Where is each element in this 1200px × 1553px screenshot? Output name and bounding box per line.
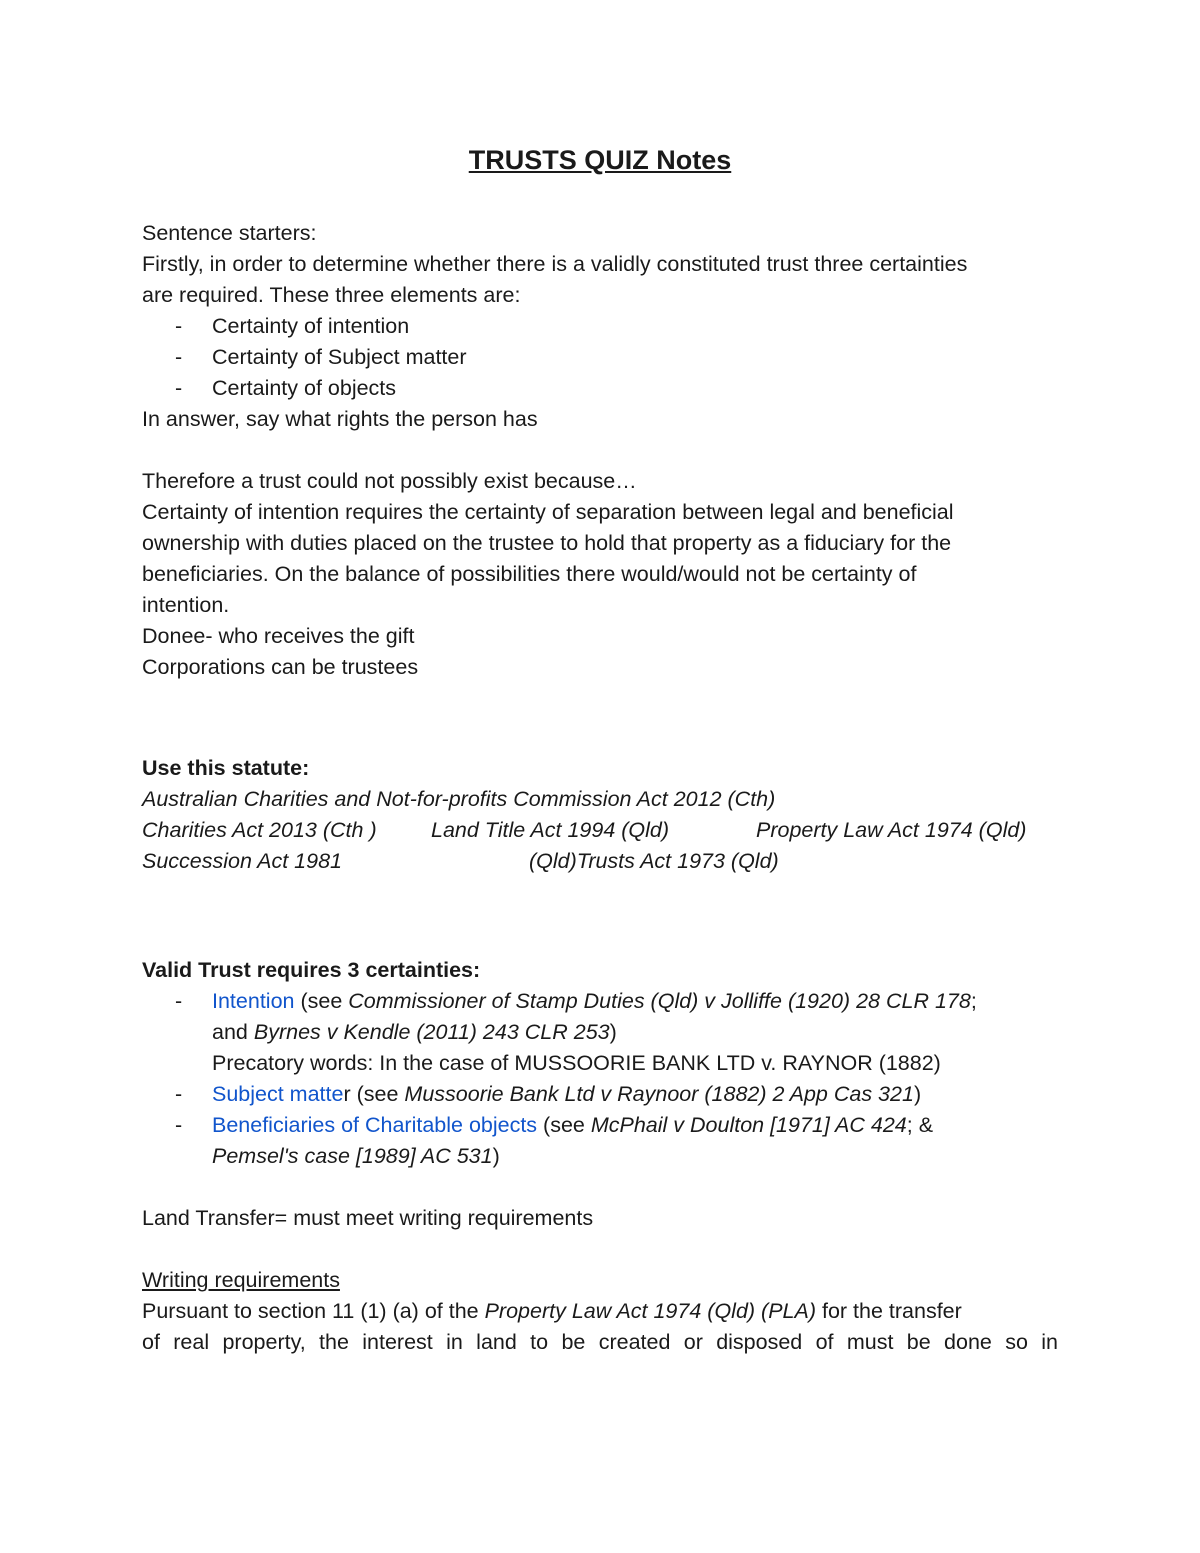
list-item (142, 311, 1072, 342)
donee-note: Donee- who receives the gift (142, 624, 415, 648)
statute-heading: Use this statute: (142, 756, 310, 780)
bullet-dash: - (175, 345, 183, 369)
statute-section (142, 753, 1072, 877)
statute-succession: Succession Act 1981 (142, 849, 342, 873)
writing-requirements-heading: Writing requirements (142, 1268, 340, 1292)
case-citation: Pemsel's case [1989] AC 531 (212, 1144, 493, 1168)
writing-line-1-start: Pursuant to section 11 (1) (a) of the (142, 1299, 485, 1323)
act-citation: Property Law Act 1974 (Qld) (PLA) (484, 1299, 816, 1323)
bullet-dash: - (175, 314, 183, 338)
bullet-dash: - (175, 376, 183, 400)
corporations-note: Corporations can be trustees (142, 655, 419, 679)
punctuation: ) (609, 1020, 617, 1044)
sentence-starters-section (142, 218, 1072, 683)
list-item-continuation (142, 1017, 1072, 1048)
bullet-dash: - (175, 1082, 183, 1106)
bullet-dash: - (175, 1113, 183, 1137)
case-citation: Commissioner of Stamp Duties (Qld) v Jolliffe (1920) 28 CLR 178 (348, 989, 971, 1013)
case-citation: McPhail v Doulton [1971] AC 424 (590, 1113, 907, 1137)
see-text: (see (294, 989, 349, 1013)
punctuation: ; & (906, 1113, 934, 1137)
therefore-line-1: Therefore a trust could not possibly exist because… (142, 469, 637, 493)
answer-note: In answer, say what rights the person has (142, 407, 538, 431)
list-item (142, 373, 1072, 404)
statute-row (142, 846, 1072, 877)
statute-charities: Charities Act 2013 (Cth ) (142, 818, 377, 842)
bullet-dash: - (175, 989, 183, 1013)
see-text: (see (350, 1082, 405, 1106)
punctuation: ) (913, 1082, 922, 1106)
list-item-text: Certainty of Subject matter (212, 345, 467, 369)
list-item-continuation (142, 1141, 1072, 1172)
case-citation: Mussoorie Bank Ltd v Raynoor (1882) 2 App Cas 321 (404, 1082, 914, 1106)
subject-matter-suffix: r (343, 1082, 351, 1106)
see-text: (see (537, 1113, 591, 1137)
statute-trusts: (Qld)Trusts Act 1973 (Qld) (529, 849, 779, 873)
sentence-starters-heading: Sentence starters: (142, 221, 317, 245)
therefore-line-5: intention. (142, 593, 230, 617)
list-item-text: Certainty of objects (212, 376, 397, 400)
punctuation: ) (492, 1144, 500, 1168)
list-item (142, 986, 1072, 1017)
writing-line-1-end: for the transfer (816, 1299, 962, 1323)
therefore-line-2: Certainty of intention requires the certainty of separation between legal and beneficial (142, 500, 954, 524)
list-item (142, 1079, 1072, 1110)
list-item (142, 1110, 1072, 1141)
beneficiaries-link[interactable]: Beneficiaries of Charitable objects (212, 1113, 538, 1137)
therefore-line-4: beneficiaries. On the balance of possibilities there would/would not be certainty of (142, 562, 917, 586)
precatory-note: Precatory words: In the case of MUSSOORIE BANK LTD v. RAYNOR (1882) (212, 1051, 941, 1075)
statute-property-law: Property Law Act 1974 (Qld) (756, 818, 1027, 842)
writing-line-2: of real property, the interest in land to be created or disposed of must be done so in (142, 1330, 1058, 1354)
writing-line-1 (142, 1296, 1072, 1327)
statute-acnc: Australian Charities and Not-for-profits Commission Act 2012 (Cth) (142, 787, 776, 811)
page-title: TRUSTS QUIZ Notes (468, 145, 732, 175)
punctuation: ; (970, 989, 977, 1013)
list-item-text: Certainty of intention (212, 314, 410, 338)
therefore-line-3: ownership with duties placed on the trustee to hold that property as a fiduciary for the (142, 531, 952, 555)
subject-matter-link[interactable]: Subject matte (212, 1082, 344, 1106)
list-item (142, 342, 1072, 373)
intro-line-1: Firstly, in order to determine whether there is a validly constituted trust three certainties (142, 252, 968, 276)
valid-trust-heading: Valid Trust requires 3 certainties: (142, 958, 481, 982)
and-text: and (212, 1020, 254, 1044)
intro-line-2: are required. These three elements are: (142, 283, 521, 307)
statute-land-title: Land Title Act 1994 (Qld) (431, 818, 670, 842)
statute-row (142, 815, 1072, 846)
case-citation: Byrnes v Kendle (2011) 243 CLR 253 (253, 1020, 610, 1044)
intention-link[interactable]: Intention (212, 989, 295, 1013)
land-transfer-note: Land Transfer= must meet writing requirements (142, 1206, 594, 1230)
valid-trust-section (142, 955, 1072, 1358)
